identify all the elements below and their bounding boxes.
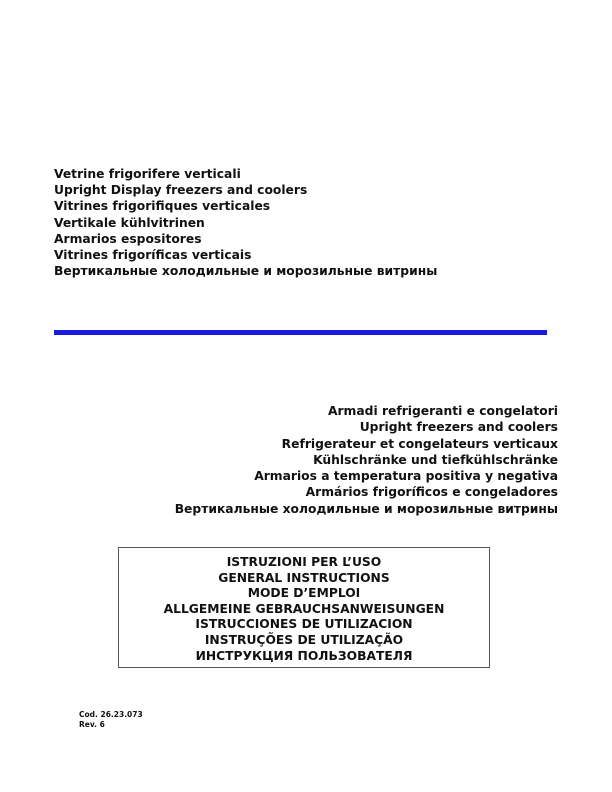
instructions-line-it: ISTRUZIONI PER L’USO — [226, 555, 382, 569]
title-line-ru: Вертикальные холодильные и морозильные витрины — [54, 264, 438, 279]
document-code: Cod. 26.23.073 — [79, 710, 143, 719]
display-cabinet-titles — [54, 166, 437, 279]
instructions-line-ru: ИНСТРУКЦИЯ ПОЛЬЗОВАТЕЛЯ — [195, 648, 413, 663]
instructions-line-fr: MODE D’EMPLOI — [247, 586, 361, 601]
instructions-line-pt: INSTRUÇÕES DE UTILIZAÇÃO — [204, 632, 404, 647]
freezer-line-es: Armarios a temperatura positiva y negativa — [254, 469, 558, 484]
freezer-cabinet-titles — [175, 403, 558, 517]
freezer-line-en: Upright freezers and coolers — [359, 420, 558, 435]
instructions-line-en: GENERAL INSTRUCTIONS — [218, 570, 390, 585]
revision-number: Rev. 6 — [79, 720, 105, 729]
document-code-block — [79, 710, 143, 730]
instructions-line-es: ISTRUCCIONES DE UTILIZACION — [195, 617, 413, 632]
instructions-box — [118, 547, 490, 668]
freezer-line-ru: Вертикальные холодильные и морозильные витрины — [174, 501, 558, 516]
freezer-line-pt: Armários frigoríficos e congeladores — [305, 485, 558, 500]
title-line-fr: Vitrines frigorifiques verticales — [54, 199, 271, 214]
title-line-pt: Vitrines frigoríficas verticais — [54, 248, 252, 263]
title-line-it: Vetrine frigorifere verticali — [54, 167, 241, 181]
title-line-es: Armarios espositores — [54, 231, 202, 246]
instructions-line-de: ALLGEMEINE GEBRAUCHSANWEISUNGEN — [163, 601, 445, 616]
title-line-de: Vertikale kühlvitrinen — [54, 215, 205, 230]
freezer-line-it: Armadi refrigeranti e congelatori — [327, 404, 558, 418]
blue-divider — [54, 330, 547, 335]
title-line-en: Upright Display freezers and coolers — [54, 183, 308, 198]
freezer-line-de: Kühlschränke und tiefkühlschränke — [313, 452, 558, 467]
freezer-line-fr: Refrigerateur et congelateurs verticaux — [281, 436, 558, 451]
